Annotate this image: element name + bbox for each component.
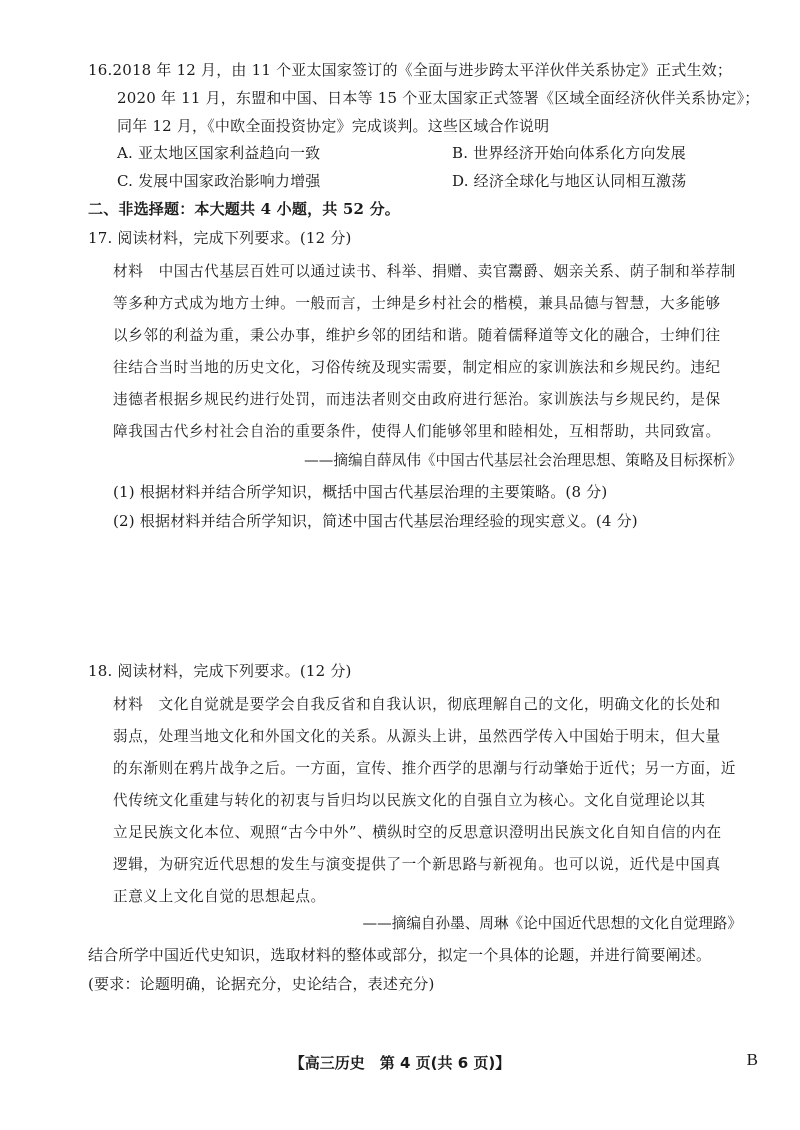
q16-option-b: B. 世界经济开始向体系化方向发展	[452, 144, 686, 162]
q16-stem-line-3: 同年 12 月，《中欧全面投资协定》完成谈判。这些区域合作说明	[117, 117, 550, 135]
q18-material-line: 代传统文化重建与转化的初衷与旨归均以民族文化的自强自立为核心。文化自觉理论以其	[113, 792, 706, 809]
q17-subquestion-1: (1) 根据材料并结合所学知识，概括中国古代基层治理的主要策略。(8 分)	[113, 483, 608, 501]
q16-stem-line-1: 16.2018 年 12 月，由 11 个亚太国家签订的《全面与进步跨太平洋伙伴关系协定》正式生效；	[88, 61, 733, 79]
q17-material-line: 材料 中国古代基层百姓可以通过读书、科举、捐赠、卖官鬻爵、姻亲关系、荫子制和举荐制	[113, 263, 736, 280]
q17-material-line: 往结合当时当地的历史文化，习俗传统及现实需要，制定相应的家训族法和乡规民约。违纪	[113, 359, 721, 376]
q17-material-line: 以乡邻的利益为重，秉公办事，维护乡邻的团结和谐。随着儒释道等文化的融合，士绅们往	[113, 327, 721, 344]
q17-material-line: 违德者根据乡规民约进行处罚，而违法者则交由政府进行惩治。家训族法与乡规民约，是保	[113, 391, 721, 408]
q16-option-d: D. 经济全球化与地区认同相互激荡	[452, 172, 687, 190]
q16-option-c: C. 发展中国家政治影响力增强	[117, 172, 321, 190]
section-heading: 二、非选择题：本大题共 4 小题，共 52 分。	[88, 200, 401, 218]
q18-material-line: 逻辑，为研究近代思想的发生与演变提供了一个新思路与新视角。也可以说，近代是中国真	[113, 856, 721, 873]
q16-option-a: A. 亚太地区国家利益趋向一致	[117, 144, 321, 162]
q17-material-line: 等多种方式成为地方士绅。一般而言，士绅是乡村社会的楷模，兼具品德与智慧，大多能够	[113, 295, 721, 312]
q18-material-line: 弱点，处理当地文化和外国文化的关系。从源头上讲，虽然西学传入中国始于明末，但大量	[113, 728, 721, 745]
version-label: B	[746, 1050, 758, 1069]
q18-material-line: 立足民族文化本位、观照“古今中外”、横纵时空的反思意识澄明出民族文化自知自信的内在	[113, 824, 722, 841]
q18-material-line: 的东渐则在鸦片战争之后。一方面，宣传、推介西学的思潮与行动肇始于近代；另一方面，近	[113, 760, 736, 777]
q16-stem-line-2: 2020 年 11 月，东盟和中国、日本等 15 个亚太国家正式签署《区域全面经济伙伴关系协定》；	[117, 89, 760, 107]
q18-material-line: 正意义上文化自觉的思想起点。	[113, 888, 326, 905]
q17-material-line: 障我国古代乡村社会自治的重要条件，使得人们能够邻里和睦相处，互相帮助，共同致富。	[113, 423, 721, 440]
page-footer: 【高三历史 第 4 页(共 6 页)】	[289, 1054, 511, 1072]
q18-task: 结合所学中国近代史知识，选取材料的整体或部分，拟定一个具体的论题，并进行简要阐述。	[88, 946, 712, 964]
q18-source: ——摘编自孙墨、周琳《论中国近代思想的文化自觉理路》	[362, 915, 742, 932]
q17-title: 17. 阅读材料，完成下列要求。(12 分)	[88, 229, 352, 247]
q17-subquestion-2: (2) 根据材料并结合所学知识，简述中国古代基层治理经验的现实意义。(4 分)	[113, 512, 638, 530]
q17-source: ——摘编自薛凤伟《中国古代基层社会治理思想、策略及目标探析》	[304, 452, 742, 469]
q18-requirement: (要求：论题明确，论据充分，史论结合，表述充分)	[88, 975, 435, 993]
q18-material-line: 材料 文化自觉就是要学会自我反省和自我认识，彻底理解自己的文化，明确文化的长处和	[113, 696, 721, 713]
q18-title: 18. 阅读材料，完成下列要求。(12 分)	[88, 662, 352, 680]
